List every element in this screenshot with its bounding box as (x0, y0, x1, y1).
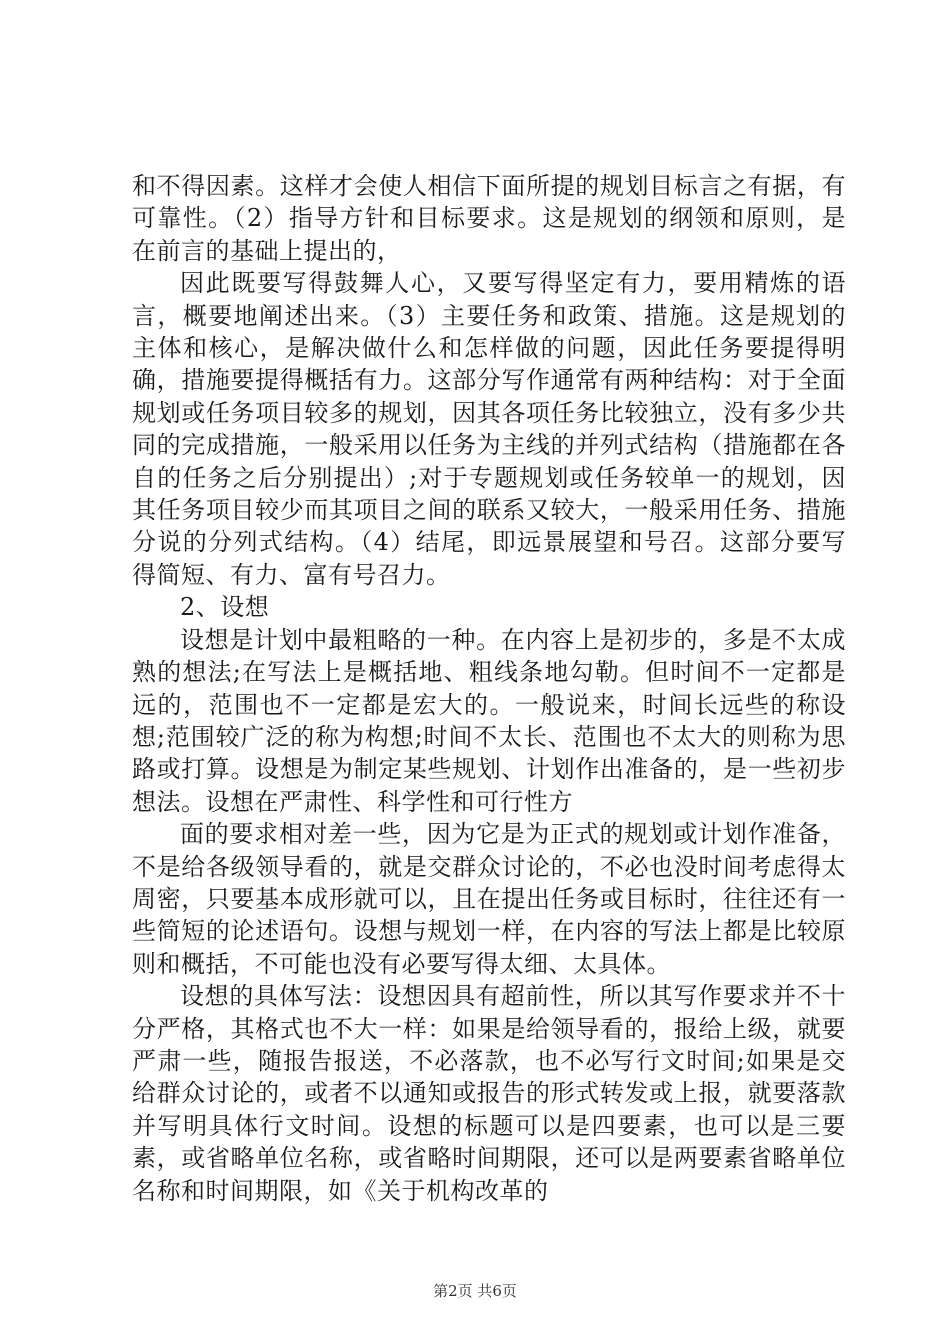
paragraph-continuation: 和不得因素。这样才会使人相信下面所提的规划目标言之有据，有可靠性。（2）指导方针和目标要求。这是规划的纲领和原则，是在前言的基础上提出的， (132, 172, 846, 265)
paragraph-concept-definition: 设想是计划中最粗略的一种。在内容上是初步的，多是不太成熟的想法;在写法上是概括地、粗线条地勾勒。但时间不一定都是远的，范围也不一定都是宏大的。一般说来，时间长远些的称设想;范围较广泛的称为构想;时间不太长、范围也不太大的则称为思路或打算。设想是为制定某些规划、计划作出准备的，是一些初步想法。设想在严肃性、科学性和可行性方 (132, 625, 846, 816)
document-body (132, 170, 846, 1207)
page-number-footer: 第2页 共6页 (433, 1282, 517, 1300)
paragraph-tasks: 因此既要写得鼓舞人心，又要写得坚定有力，要用精炼的语言，概要地阐述出来。（3）主要任务和政策、措施。这是规划的主体和核心，是解决做什么和怎样做的问题，因此任务要提得明确，措施要提得概括有力。这部分写作通常有两种结构：对于全面规划或任务项目较多的规划，因其各项任务比较独立，没有多少共同的完成措施，一般采用以任务为主线的并列式结构（措施都在各自的任务之后分别提出）;对于专题规划或任务较单一的规划，因其任务项目较少而其项目之间的联系又较大，一般采用任务、措施分说的分列式结构。（4）结尾，即远景展望和号召。这部分要写得简短、有力、富有号召力。 (132, 269, 846, 589)
paragraph-concept-writing: 设想的具体写法：设想因具有超前性，所以其写作要求并不十分严格，其格式也不大一样：如果是给领导看的，报给上级，就要严肃一些，随报告报送，不必落款，也不必写行文时间;如果是交给群众讨论的，或者不以通知或报告的形式转发或上报，就要落款并写明具体行文时间。设想的标题可以是四要素，也可以是三要素，或省略单位名称，或省略时间期限，还可以是两要素省略单位名称和时间期限，如《关于机构改革的 (132, 982, 846, 1205)
section-heading-concept: 2、设想 (180, 593, 270, 622)
paragraph-concept-requirements: 面的要求相对差一些，因为它是为正式的规划或计划作准备，不是给各级领导看的，就是交群众讨论的，不必也没时间考虑得太周密，只要基本成形就可以，且在提出任务或目标时，往往还有一些简短的论述语句。设想与规划一样，在内容的写法上都是比较原则和概括，不可能也没有必要写得太细、太具体。 (132, 820, 846, 978)
